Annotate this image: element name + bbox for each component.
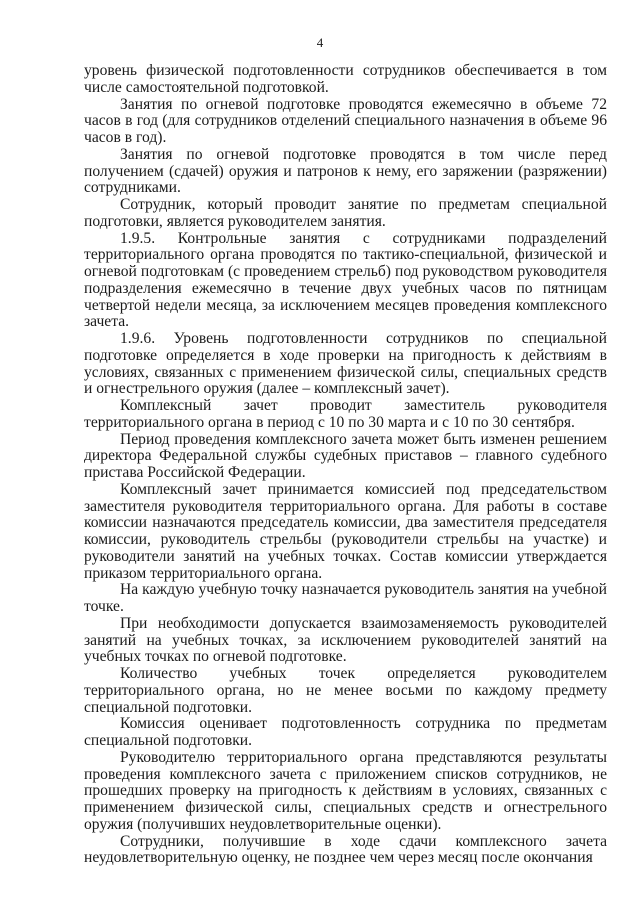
paragraph: Комплексный зачет принимается комиссией под председательством заместителя руководителя территориального органа. Для работы в составе комиссии назначаются председатель комиссии, два заместителя председателя комиссии, руководитель стрельбы (руководители стрельбы на участке) и руководители занятий на учебных точках. Состав комиссии утверждается приказом территориального органа. bbox=[84, 480, 607, 582]
paragraph: 1.9.6. Уровень подготовленности сотрудников по специальной подготовке определяется в ходе проверки на пригодность к действиям в условиях, связанных с применением физической силы, специальных средств и огнестрельного оружия (далее – комплексный зачет). bbox=[84, 330, 607, 398]
paragraph: При необходимости допускается взаимозаменяемость руководителей занятий на учебных точках, за исключением руководителей занятий на учебных точках по огневой подготовке. bbox=[84, 614, 607, 666]
paragraph: Сотрудник, который проводит занятие по предметам специальной подготовки, является руководителем занятия. bbox=[84, 196, 607, 230]
document-body bbox=[84, 63, 607, 867]
paragraph: уровень физической подготовленности сотрудников обеспечивается в том числе самостоятельной подготовкой. bbox=[84, 62, 607, 96]
paragraph: На каждую учебную точку назначается руководитель занятия на учебной точке. bbox=[84, 581, 607, 615]
paragraph: 1.9.5. Контрольные занятия с сотрудниками подразделений территориального органа проводятся по тактико-специальной, физической и огневой подготовкам (с проведением стрельб) под руководством руководителя подразделения ежемесячно в течение двух учебных часов по пятницам четвертой недели месяца, за исключением месяцев проведения комплексного зачета. bbox=[84, 229, 607, 331]
paragraph: Занятия по огневой подготовке проводятся ежемесячно в объеме 72 часов в год (для сотрудников отделений специального назначения в объеме 96 часов в год). bbox=[84, 95, 607, 146]
paragraph: Комплексный зачет проводит заместитель руководителя территориального органа в период с 10 по 30 марта и с 10 по 30 сентября. bbox=[84, 397, 607, 431]
paragraph: Количество учебных точек определяется руководителем территориального органа, но не менее восьми по каждому предмету специальной подготовки. bbox=[84, 665, 607, 716]
paragraph: Занятия по огневой подготовке проводятся в том числе перед получением (сдачей) оружия и патронов к нему, его заряжении (разряжении) сотрудниками. bbox=[84, 145, 607, 197]
paragraph: Период проведения комплексного зачета может быть изменен решением директора Федеральной службы судебных приставов – главного судебного пристава Российской Федерации. bbox=[84, 430, 607, 481]
page-number: 4 bbox=[316, 35, 324, 50]
paragraph: Сотрудники, получившие в ходе сдачи комплексного зачета неудовлетворительную оценку, не позднее чем через месяц после окончания bbox=[84, 832, 607, 867]
paragraph: Комиссия оценивает подготовленность сотрудника по предметам специальной подготовки. bbox=[84, 715, 607, 749]
paragraph: Руководителю территориального органа представляются результаты проведения комплексного зачета с приложением списков сотрудников, не прошедших проверку на пригодность к действиям в условиях, связанных с применением физической силы, специальных средств и огнестрельного оружия (получивших неудовлетворительные оценки). bbox=[84, 748, 607, 833]
